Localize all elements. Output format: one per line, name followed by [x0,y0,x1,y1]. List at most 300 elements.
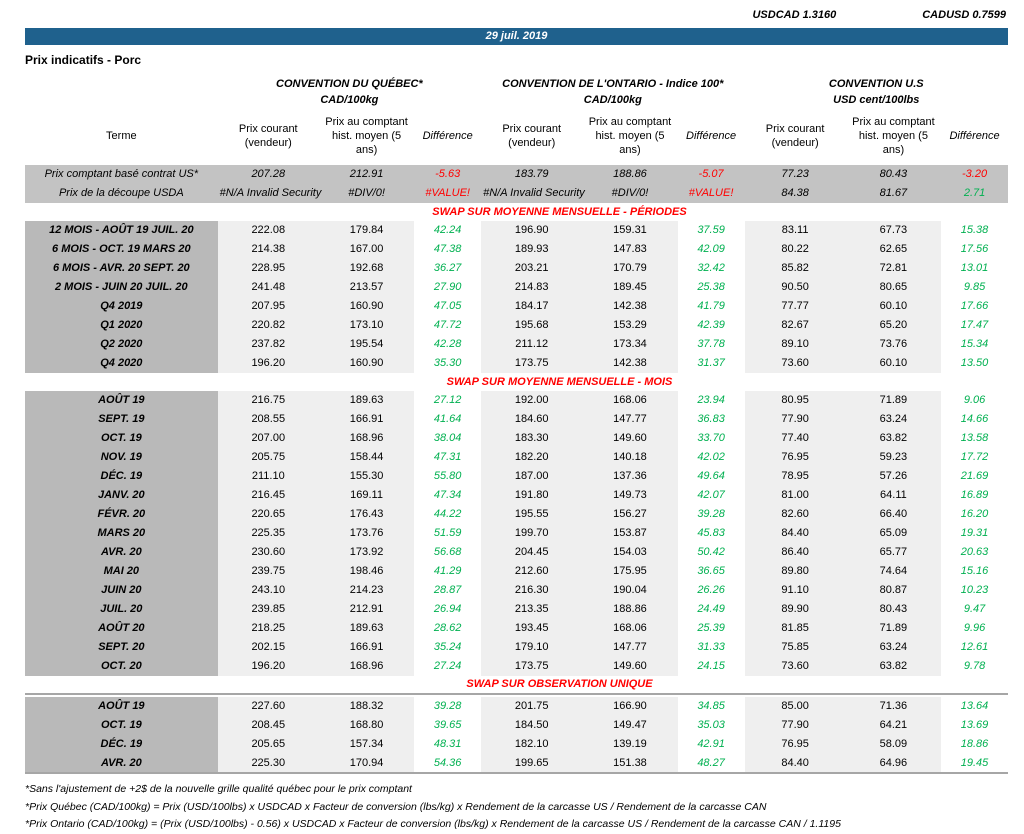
table-row [25,638,1008,657]
diff-cell: 45.83 [678,524,745,543]
term-cell: AOÛT 19 [25,697,218,716]
term-cell: DÉC. 19 [25,735,218,754]
price-cell: 213.57 [319,278,414,297]
section-title: SWAP SUR MOYENNE MENSUELLE - PÉRIODES [25,203,1008,221]
price-cell: 169.11 [319,486,414,505]
table-row [25,259,1008,278]
price-cell: 196.20 [218,657,319,676]
group-header-row [25,71,1008,91]
price-cell: 184.17 [481,297,582,316]
table-row [25,657,1008,676]
price-cell: 168.06 [582,619,677,638]
price-cell: 89.80 [745,562,846,581]
price-cell: 139.19 [582,735,677,754]
price-cell: 80.87 [846,581,941,600]
price-cell: 173.75 [481,354,582,373]
col-header-difference: Différence [949,130,1000,143]
diff-cell: 48.27 [678,754,745,773]
unit-header-spacer [25,91,218,109]
footnotes [25,781,1024,834]
price-cell: 187.00 [481,467,582,486]
term-cell: AVR. 20 [25,754,218,773]
diff-cell: 16.20 [941,505,1008,524]
diff-cell: 39.65 [414,716,481,735]
price-cell: 81.67 [846,184,941,203]
col-header-prix-hist: Prix au comptant hist. moyen (5 ans) [588,116,672,156]
price-cell: 166.90 [582,697,677,716]
term-cell: Q1 2020 [25,316,218,335]
price-cell: #DIV/0! [319,184,414,203]
price-cell: 183.79 [481,165,582,184]
price-cell: 195.54 [319,335,414,354]
group-header-quebec: CONVENTION DU QUÉBEC* [276,78,423,91]
price-cell: 211.12 [481,335,582,354]
term-cell: JANV. 20 [25,486,218,505]
price-cell: 195.68 [481,316,582,335]
diff-cell: 38.04 [414,429,481,448]
unit-us: USD cent/100lbs [833,93,920,106]
section-title: SWAP SUR MOYENNE MENSUELLE - MOIS [25,373,1008,391]
diff-cell: 27.12 [414,391,481,410]
price-cell: 239.85 [218,600,319,619]
price-cell: 207.28 [218,165,319,184]
price-cell: 62.65 [846,240,941,259]
term-cell: AOÛT 20 [25,619,218,638]
diff-cell: 42.09 [678,240,745,259]
price-cell: 65.77 [846,543,941,562]
col-header-prix-courant: Prix courant (vendeur) [238,123,298,149]
price-cell: 190.04 [582,581,677,600]
diff-cell: 15.34 [941,335,1008,354]
price-cell: 227.60 [218,697,319,716]
price-cell: 63.24 [846,410,941,429]
price-cell: #DIV/0! [582,184,677,203]
price-cell: 156.27 [582,505,677,524]
diff-cell: 41.29 [414,562,481,581]
price-cell: 80.43 [846,165,941,184]
price-cell: 201.75 [481,697,582,716]
price-cell: 147.83 [582,240,677,259]
price-cell: 60.10 [846,354,941,373]
price-cell: #N/A Invalid Security [218,184,319,203]
table-row [25,221,1008,240]
price-cell: 82.60 [745,505,846,524]
diff-cell: 47.38 [414,240,481,259]
price-cell: 239.75 [218,562,319,581]
price-cell: 77.40 [745,429,846,448]
price-cell: 83.11 [745,221,846,240]
diff-cell: 42.02 [678,448,745,467]
price-cell: 64.21 [846,716,941,735]
price-cell: 213.35 [481,600,582,619]
price-cell: 77.90 [745,716,846,735]
table-row [25,716,1008,735]
price-cell: 142.38 [582,297,677,316]
price-cell: 214.23 [319,581,414,600]
diff-cell: 24.15 [678,657,745,676]
price-cell: 214.83 [481,278,582,297]
price-cell: 157.34 [319,735,414,754]
col-header-terme: Terme [106,130,137,143]
price-cell: 189.63 [319,619,414,638]
price-cell: 142.38 [582,354,677,373]
price-cell: 158.44 [319,448,414,467]
diff-cell: -5.63 [414,165,481,184]
price-cell: 196.90 [481,221,582,240]
term-cell: MARS 20 [25,524,218,543]
diff-cell: 27.90 [414,278,481,297]
term-cell: OCT. 19 [25,716,218,735]
table-row [25,184,1008,203]
price-cell: 222.08 [218,221,319,240]
diff-cell: 35.24 [414,638,481,657]
price-cell: 204.45 [481,543,582,562]
diff-cell: 12.61 [941,638,1008,657]
diff-cell: 42.28 [414,335,481,354]
price-cell: 188.86 [582,165,677,184]
price-cell: 195.55 [481,505,582,524]
price-cell: 196.20 [218,354,319,373]
unit-header-row [25,91,1008,109]
diff-cell: 54.36 [414,754,481,773]
diff-cell: 13.01 [941,259,1008,278]
section-header-row [25,373,1008,391]
price-cell: 77.90 [745,410,846,429]
col-header-prix-courant: Prix courant (vendeur) [502,123,562,149]
diff-cell: 10.23 [941,581,1008,600]
diff-cell: 36.83 [678,410,745,429]
price-cell: 76.95 [745,735,846,754]
diff-cell: 47.05 [414,297,481,316]
diff-cell: 39.28 [414,697,481,716]
diff-cell: 18.86 [941,735,1008,754]
diff-cell: 33.70 [678,429,745,448]
table-row [25,581,1008,600]
diff-cell: 47.34 [414,486,481,505]
diff-cell: 31.37 [678,354,745,373]
price-cell: 63.82 [846,429,941,448]
diff-cell: 9.85 [941,278,1008,297]
price-cell: 80.65 [846,278,941,297]
diff-cell: 51.59 [414,524,481,543]
term-cell: Q4 2020 [25,354,218,373]
price-cell: 72.81 [846,259,941,278]
col-header-prix-hist: Prix au comptant hist. moyen (5 ans) [325,116,408,156]
diff-cell: 24.49 [678,600,745,619]
diff-cell: 28.62 [414,619,481,638]
diff-cell: 42.24 [414,221,481,240]
diff-cell: 56.68 [414,543,481,562]
group-header-spacer [25,71,218,91]
price-cell: 173.76 [319,524,414,543]
price-cell: 77.23 [745,165,846,184]
price-cell: 66.40 [846,505,941,524]
price-cell: 216.45 [218,486,319,505]
diff-cell: 47.72 [414,316,481,335]
price-cell: 58.09 [846,735,941,754]
price-cell: 168.80 [319,716,414,735]
price-cell: 63.24 [846,638,941,657]
price-cell: 84.40 [745,524,846,543]
price-cell: 160.90 [319,354,414,373]
diff-cell: 41.64 [414,410,481,429]
price-cell: 91.10 [745,581,846,600]
price-cell: 220.82 [218,316,319,335]
price-cell: 80.95 [745,391,846,410]
price-cell: 166.91 [319,638,414,657]
price-cell: 65.09 [846,524,941,543]
col-header-prix-courant: Prix courant (vendeur) [765,123,825,149]
price-cell: 73.60 [745,354,846,373]
price-cell: 147.77 [582,410,677,429]
price-cell: 149.47 [582,716,677,735]
price-cell: 182.20 [481,448,582,467]
table-row [25,562,1008,581]
term-cell: JUIN 20 [25,581,218,600]
diff-cell: 19.45 [941,754,1008,773]
term-cell: Q4 2019 [25,297,218,316]
price-cell: 182.10 [481,735,582,754]
price-cell: 75.85 [745,638,846,657]
diff-cell: 26.26 [678,581,745,600]
table-row [25,619,1008,638]
price-cell: 212.60 [481,562,582,581]
price-cell: 228.95 [218,259,319,278]
price-cell: 214.38 [218,240,319,259]
price-cell: 80.43 [846,600,941,619]
price-cell: 71.89 [846,391,941,410]
table-row [25,278,1008,297]
table-row [25,486,1008,505]
price-cell: 168.96 [319,429,414,448]
diff-cell: 32.42 [678,259,745,278]
diff-cell: 25.38 [678,278,745,297]
diff-cell: 9.78 [941,657,1008,676]
term-cell: OCT. 19 [25,429,218,448]
diff-cell: 35.30 [414,354,481,373]
diff-cell: 14.66 [941,410,1008,429]
price-cell: 85.82 [745,259,846,278]
footnote: *Sans l'ajustement de +2$ de la nouvelle grille qualité québec pour le prix comptant [25,783,412,795]
price-cell: 175.95 [582,562,677,581]
diff-cell: 39.28 [678,505,745,524]
diff-cell: 15.38 [941,221,1008,240]
term-cell: Q2 2020 [25,335,218,354]
col-header-difference: Différence [686,130,737,143]
diff-cell: #VALUE! [678,184,745,203]
term-cell: NOV. 19 [25,448,218,467]
diff-cell: 27.24 [414,657,481,676]
price-cell: 188.32 [319,697,414,716]
table-row [25,448,1008,467]
price-cell: 167.00 [319,240,414,259]
price-cell: 73.76 [846,335,941,354]
price-cell: 199.65 [481,754,582,773]
price-cell: 57.26 [846,467,941,486]
table-row [25,754,1008,773]
diff-cell: 44.22 [414,505,481,524]
diff-cell: 35.03 [678,716,745,735]
table-row [25,505,1008,524]
price-cell: 153.29 [582,316,677,335]
group-header-us: CONVENTION U.S [828,78,924,91]
price-cell: 89.10 [745,335,846,354]
diff-cell: 26.94 [414,600,481,619]
price-cell: 89.90 [745,600,846,619]
diff-cell: -5.07 [678,165,745,184]
price-cell: 67.73 [846,221,941,240]
price-cell: 218.25 [218,619,319,638]
price-cell: 192.00 [481,391,582,410]
price-cell: 155.30 [319,467,414,486]
price-cell: 81.00 [745,486,846,505]
diff-cell: -3.20 [941,165,1008,184]
table-row [25,600,1008,619]
diff-cell: 9.96 [941,619,1008,638]
price-cell: 59.23 [846,448,941,467]
term-cell: JUIL. 20 [25,600,218,619]
price-cell: 243.10 [218,581,319,600]
table-row [25,165,1008,184]
term-cell: 6 MOIS - OCT. 19 MARS 20 [25,240,218,259]
price-cell: 216.30 [481,581,582,600]
price-cell: 60.10 [846,297,941,316]
price-cell: 82.67 [745,316,846,335]
price-cell: 199.70 [481,524,582,543]
table-row [25,297,1008,316]
term-cell: MAI 20 [25,562,218,581]
footnote: *Prix Ontario (CAD/100kg) = (Prix (USD/100lbs) - 0.56) x USDCAD x Facteur de conversion (lbs/kg) x Rendement de la carcasse US / Rendement de la carcasse CAN / 1.1195 [25,818,841,830]
price-cell: 198.46 [319,562,414,581]
fx-rates-bar [0,0,1024,28]
price-cell: #N/A Invalid Security [481,184,582,203]
diff-cell: 31.33 [678,638,745,657]
diff-cell: #VALUE! [414,184,481,203]
diff-cell: 2.71 [941,184,1008,203]
price-cell: 77.77 [745,297,846,316]
diff-cell: 37.78 [678,335,745,354]
term-cell: SEPT. 20 [25,638,218,657]
price-cell: 78.95 [745,467,846,486]
price-cell: 207.00 [218,429,319,448]
term-cell: Prix de la découpe USDA [25,184,218,203]
price-cell: 230.60 [218,543,319,562]
price-cell: 137.36 [582,467,677,486]
price-cell: 81.85 [745,619,846,638]
term-cell: 6 MOIS - AVR. 20 SEPT. 20 [25,259,218,278]
price-cell: 71.89 [846,619,941,638]
diff-cell: 42.91 [678,735,745,754]
price-cell: 76.95 [745,448,846,467]
price-cell: 71.36 [846,697,941,716]
price-cell: 192.68 [319,259,414,278]
price-cell: 203.21 [481,259,582,278]
price-cell: 207.95 [218,297,319,316]
price-cell: 173.92 [319,543,414,562]
price-cell: 205.75 [218,448,319,467]
price-cell: 153.87 [582,524,677,543]
price-cell: 84.38 [745,184,846,203]
table-body [25,165,1008,773]
diff-cell: 42.07 [678,486,745,505]
price-cell: 149.73 [582,486,677,505]
price-cell: 241.48 [218,278,319,297]
table-row [25,543,1008,562]
price-cell: 151.38 [582,754,677,773]
footnote: *Prix Québec (CAD/100kg) = Prix (USD/100lbs) x USDCAD x Facteur de conversion (lbs/kg) x Rendement de la carcasse US / Rendement de la carcasse CAN [25,800,767,813]
price-cell: 176.43 [319,505,414,524]
price-cell: 170.94 [319,754,414,773]
price-cell: 140.18 [582,448,677,467]
term-cell: SEPT. 19 [25,410,218,429]
col-header-difference: Différence [422,130,473,143]
price-cell: 184.50 [481,716,582,735]
table-row [25,335,1008,354]
price-cell: 211.10 [218,467,319,486]
price-cell: 189.63 [319,391,414,410]
diff-cell: 17.56 [941,240,1008,259]
price-cell: 74.64 [846,562,941,581]
price-cell: 173.75 [481,657,582,676]
term-cell: 12 MOIS - AOÛT 19 JUIL. 20 [25,221,218,240]
table-row [25,697,1008,716]
price-cell: 184.60 [481,410,582,429]
price-cell: 90.50 [745,278,846,297]
price-cell: 212.91 [319,600,414,619]
diff-cell: 15.16 [941,562,1008,581]
price-cell: 65.20 [846,316,941,335]
section-header-row [25,203,1008,221]
price-cell: 208.55 [218,410,319,429]
diff-cell: 17.66 [941,297,1008,316]
price-cell: 170.79 [582,259,677,278]
diff-cell: 13.50 [941,354,1008,373]
price-cell: 189.45 [582,278,677,297]
diff-cell: 34.85 [678,697,745,716]
table-row [25,467,1008,486]
price-cell: 84.40 [745,754,846,773]
diff-cell: 20.63 [941,543,1008,562]
price-cell: 64.96 [846,754,941,773]
term-cell: AVR. 20 [25,543,218,562]
price-cell: 193.45 [481,619,582,638]
diff-cell: 50.42 [678,543,745,562]
price-cell: 147.77 [582,638,677,657]
diff-cell: 16.89 [941,486,1008,505]
price-cell: 173.34 [582,335,677,354]
diff-cell: 47.31 [414,448,481,467]
price-cell: 208.45 [218,716,319,735]
price-cell: 189.93 [481,240,582,259]
price-cell: 225.30 [218,754,319,773]
diff-cell: 13.58 [941,429,1008,448]
diff-cell: 13.69 [941,716,1008,735]
term-cell: DÉC. 19 [25,467,218,486]
diff-cell: 37.59 [678,221,745,240]
section-header-row [25,676,1008,694]
price-cell: 212.91 [319,165,414,184]
price-cell: 188.86 [582,600,677,619]
group-header-ontario: CONVENTION DE L'ONTARIO - Indice 100* [502,78,724,91]
diff-cell: 17.47 [941,316,1008,335]
date-banner: 29 juil. 2019 [25,28,1008,45]
usdcad-rate: USDCAD 1.3160 [752,9,837,21]
diff-cell: 42.39 [678,316,745,335]
diff-cell: 28.87 [414,581,481,600]
diff-cell: 36.65 [678,562,745,581]
term-cell: OCT. 20 [25,657,218,676]
diff-cell: 17.72 [941,448,1008,467]
